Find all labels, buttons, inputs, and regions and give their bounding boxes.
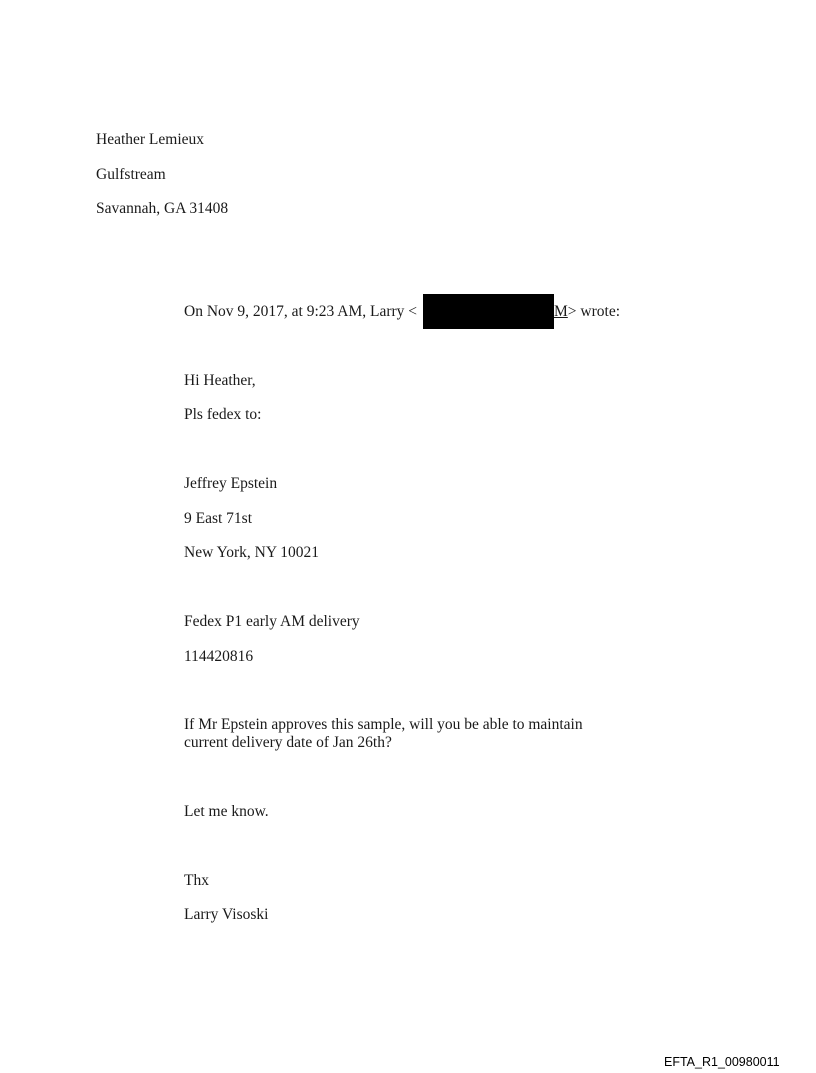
recipient-company: Gulfstream [96, 166, 166, 183]
email-instruction: Pls fedex to: [184, 406, 262, 423]
account-number: 114420816 [184, 648, 254, 665]
email-address-tail: M [554, 303, 568, 320]
email-greeting: Hi Heather, [184, 372, 256, 389]
redaction-box [423, 294, 554, 329]
bates-id: EFTA_R1_00980011 [664, 1055, 780, 1069]
ship-to-street: 9 East 71st [184, 510, 253, 527]
delivery-question: If Mr Epstein approves this sample, will you be able to maintain current delivery date of Jan 26th? [184, 716, 583, 751]
signoff: Thx [184, 872, 209, 889]
email-header-end [554, 303, 620, 321]
signature: Larry Visoski [184, 906, 269, 923]
email-header-line [184, 303, 417, 321]
recipient-city-state-zip: Savannah, GA 31408 [96, 200, 229, 217]
shipping-method: Fedex P1 early AM delivery [184, 613, 360, 630]
recipient-name: Heather Lemieux [96, 131, 205, 148]
email-header-suffix: > wrote: [567, 303, 621, 320]
closing-request: Let me know. [184, 803, 269, 820]
email-header-prefix: On Nov 9, 2017, at 9:23 AM, Larry < [184, 303, 418, 320]
ship-to-city-state-zip: New York, NY 10021 [184, 544, 320, 561]
ship-to-name: Jeffrey Epstein [184, 475, 278, 492]
